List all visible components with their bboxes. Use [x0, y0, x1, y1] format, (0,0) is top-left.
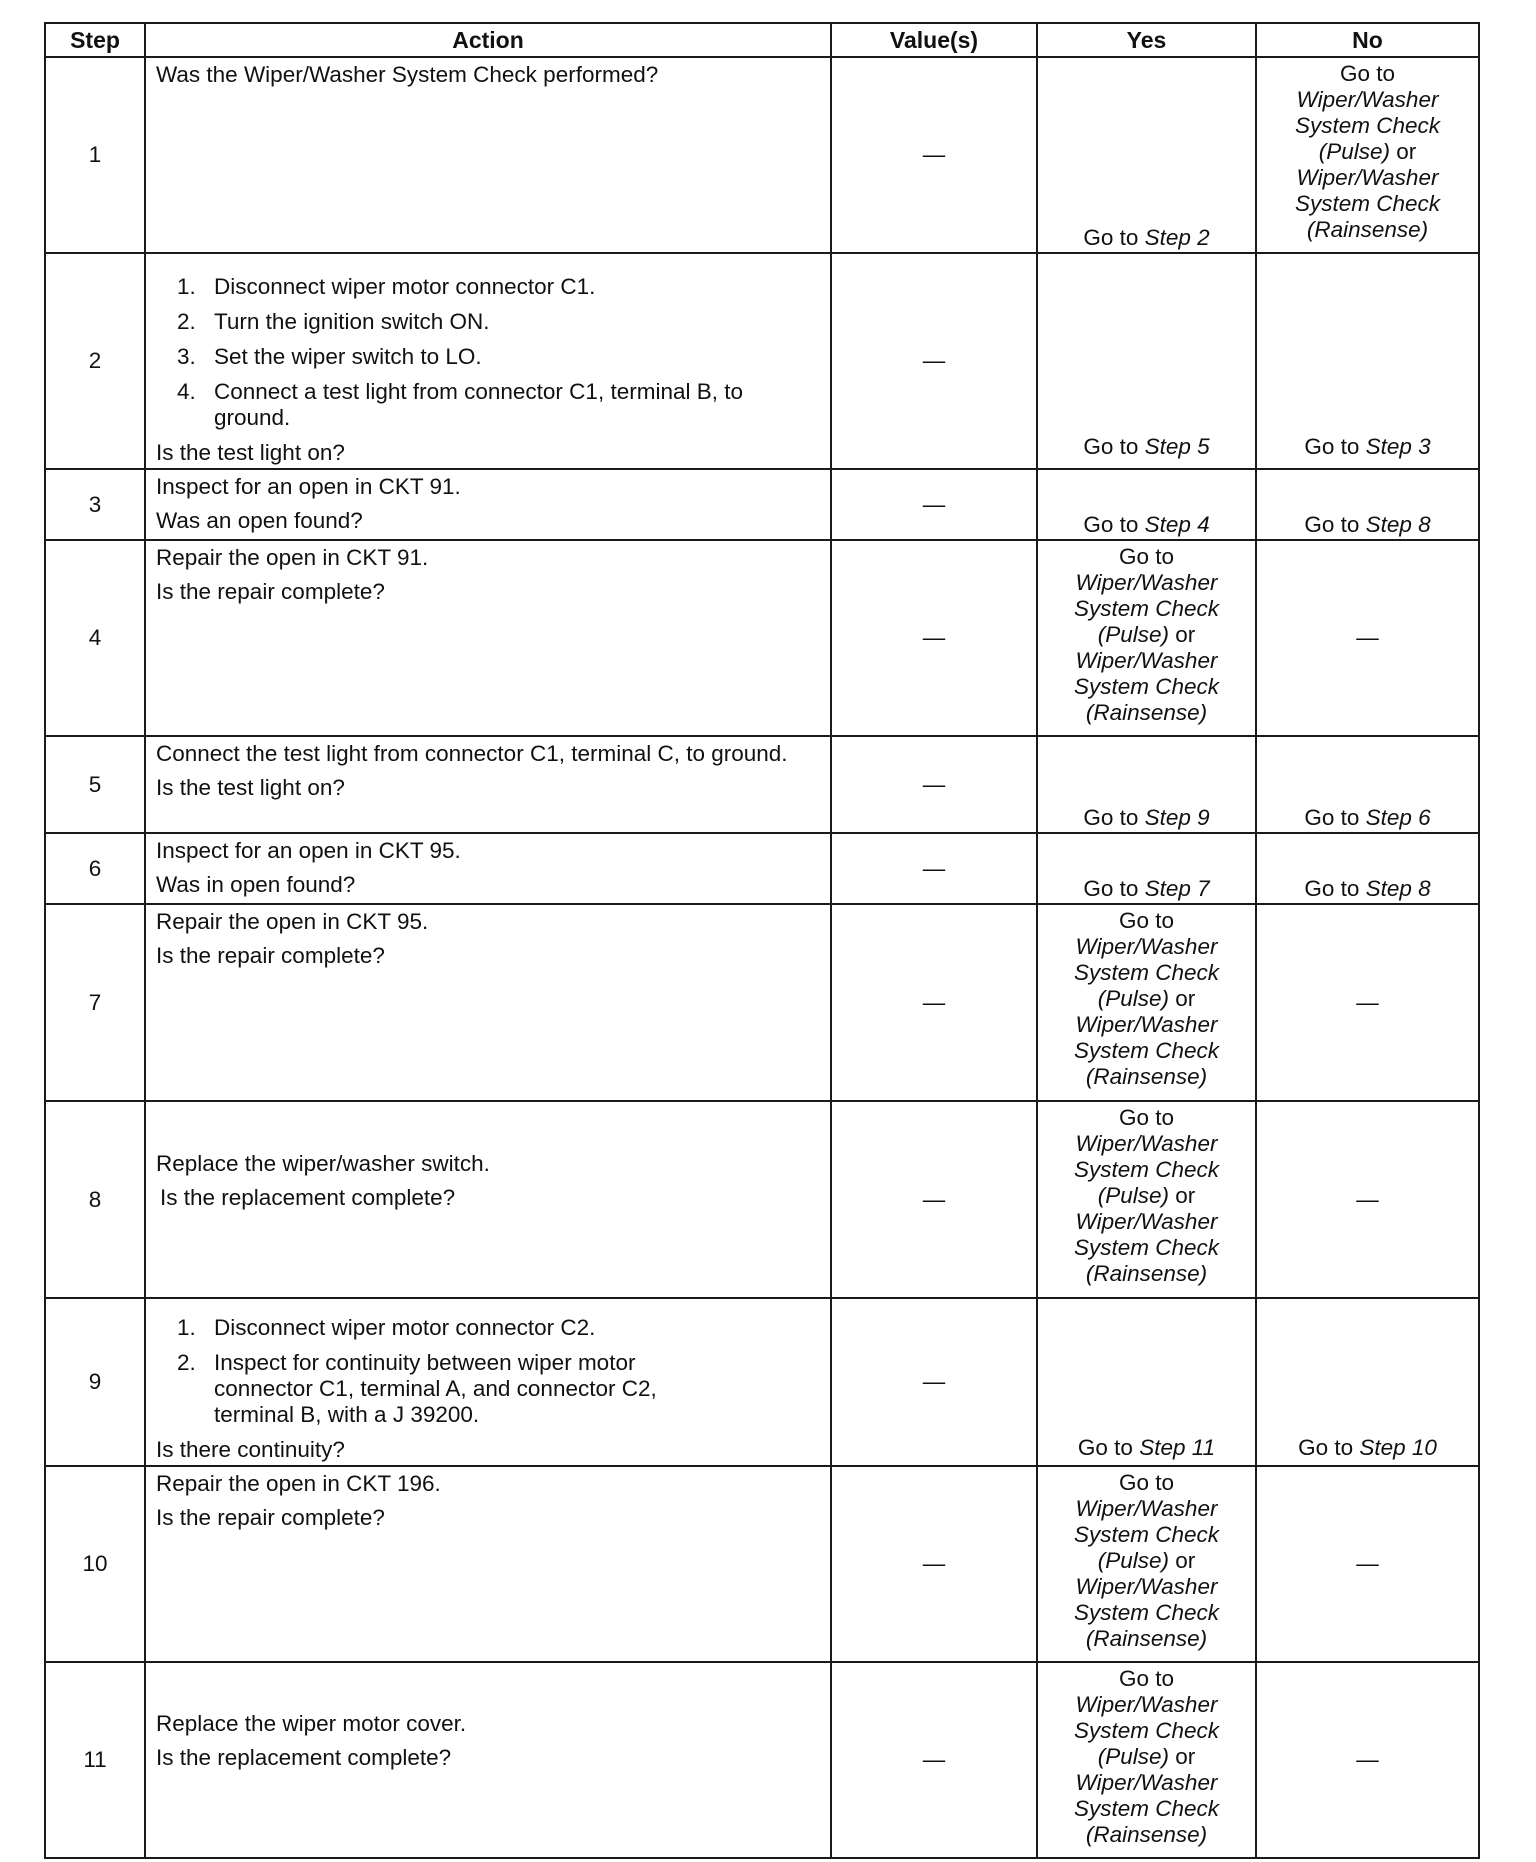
yes-goto: Go to Step 4: [1083, 512, 1210, 537]
step-number: 4: [45, 540, 145, 736]
yes-cell: [1037, 540, 1256, 736]
action-text: Connect the test light from connector C1, terminal C, to ground.: [156, 741, 788, 766]
yes-cell: [1037, 1662, 1256, 1858]
ref-syscheck: System Check: [1073, 596, 1220, 621]
ref-rainsense: (Rainsense): [1085, 1822, 1208, 1847]
table-row-step-10: [45, 1466, 1479, 1662]
ref-wiper: Wiper/Washer: [1075, 1574, 1218, 1599]
value-cell: —: [831, 1466, 1037, 1662]
table-row-step-5: [45, 736, 1479, 833]
header-yes: Yes: [1037, 23, 1256, 57]
ref-wiper: Wiper/Washer: [1075, 1692, 1218, 1717]
ref-wiper: Wiper/Washer: [1296, 165, 1439, 190]
no-cell: —: [1256, 1101, 1479, 1298]
yes-goto-label: Go to: [1118, 908, 1175, 933]
no-cell: —: [1256, 540, 1479, 736]
action-question: Is there continuity?: [156, 1437, 345, 1462]
action-text: Replace the wiper/washer switch.: [156, 1150, 490, 1176]
value-cell: —: [831, 1662, 1037, 1858]
header-action: Action: [145, 23, 831, 57]
value-cell: —: [831, 904, 1037, 1101]
no-goto: Go to Step 10: [1298, 1435, 1437, 1460]
ref-pulse-line: (Pulse) or: [1097, 1183, 1196, 1208]
step-number: 11: [45, 1662, 145, 1858]
no-goto: Go to Step 8: [1304, 876, 1431, 901]
header-no: No: [1256, 23, 1479, 57]
action-item: 4. Connect a test light from connector C1, terminal B, to ground.: [177, 379, 743, 430]
step-number: 2: [45, 253, 145, 469]
action-text: Repair the open in CKT 95.: [156, 909, 429, 934]
table-row-step-4: [45, 540, 1479, 736]
action-question: Is the test light on?: [156, 440, 345, 465]
action-cell: [145, 540, 831, 736]
no-cell: —: [1256, 1466, 1479, 1662]
ref-syscheck: System Check: [1294, 191, 1441, 216]
yes-cell: [1037, 469, 1256, 540]
action-cell: [145, 57, 831, 253]
ref-rainsense: (Rainsense): [1085, 700, 1208, 725]
action-question: Is the test light on?: [156, 775, 345, 800]
ref-wiper: Wiper/Washer: [1075, 934, 1218, 959]
ref-syscheck: System Check: [1073, 1157, 1220, 1182]
ref-syscheck: System Check: [1073, 1718, 1220, 1743]
header-step: Step: [45, 23, 145, 57]
no-cell: [1256, 57, 1479, 253]
action-cell: [145, 1466, 831, 1662]
action-question: Was in open found?: [156, 872, 356, 897]
no-goto-label: Go to: [1339, 61, 1396, 86]
yes-cell: [1037, 904, 1256, 1101]
table-row-step-9: [45, 1298, 1479, 1466]
ref-wiper: Wiper/Washer: [1075, 1012, 1218, 1037]
table-row-step-2: [45, 253, 1479, 469]
table-row-step-8: [45, 1101, 1479, 1298]
table-row-step-1: [45, 57, 1479, 253]
step-number: 9: [45, 1298, 145, 1466]
action-cell: [145, 833, 831, 904]
action-cell: [145, 1101, 831, 1298]
no-cell: [1256, 833, 1479, 904]
action-question: Is the repair complete?: [156, 1505, 385, 1530]
ref-syscheck: System Check: [1073, 674, 1220, 699]
yes-goto-label: Go to: [1118, 1666, 1175, 1691]
ref-wiper: Wiper/Washer: [1075, 1209, 1218, 1234]
no-goto: Go to Step 6: [1304, 805, 1431, 830]
no-cell: [1256, 736, 1479, 833]
yes-goto: Go to Step 9: [1083, 805, 1210, 830]
action-list: [156, 274, 820, 431]
no-cell: —: [1256, 904, 1479, 1101]
no-cell: [1256, 253, 1479, 469]
ref-rainsense: (Rainsense): [1085, 1064, 1208, 1089]
table-row-step-11: [45, 1662, 1479, 1858]
ref-wiper: Wiper/Washer: [1075, 1770, 1218, 1795]
action-item: 2. Inspect for continuity between wiper motor connector C1, terminal A, and connector C2, terminal B, with a J 39200.: [177, 1350, 657, 1427]
ref-pulse-line: (Pulse) or: [1097, 622, 1196, 647]
ref-wiper: Wiper/Washer: [1075, 648, 1218, 673]
ref-rainsense: (Rainsense): [1085, 1626, 1208, 1651]
yes-cell: [1037, 57, 1256, 253]
header-row: [45, 23, 1479, 57]
yes-goto-label: Go to: [1118, 1105, 1175, 1130]
ref-rainsense: (Rainsense): [1306, 217, 1429, 242]
action-cell: [145, 1662, 831, 1858]
yes-goto-label: Go to: [1118, 1470, 1175, 1495]
yes-cell: [1037, 253, 1256, 469]
table-row-step-7: [45, 904, 1479, 1101]
yes-cell: [1037, 736, 1256, 833]
no-cell: —: [1256, 1662, 1479, 1858]
diagnostic-table: [44, 22, 1480, 1859]
action-item: 2. Turn the ignition switch ON.: [177, 309, 490, 334]
action-item: 1. Disconnect wiper motor connector C1.: [177, 274, 596, 299]
action-question: Is the repair complete?: [156, 943, 385, 968]
no-goto: Go to Step 8: [1304, 512, 1431, 537]
value-cell: —: [831, 833, 1037, 904]
action-list: [156, 1315, 820, 1428]
ref-pulse-line: (Pulse) or: [1097, 986, 1196, 1011]
step-number: 10: [45, 1466, 145, 1662]
value-cell: —: [831, 253, 1037, 469]
ref-syscheck: System Check: [1073, 1796, 1220, 1821]
yes-goto: Go to Step 11: [1077, 1435, 1216, 1460]
value-cell: —: [831, 57, 1037, 253]
value-cell: —: [831, 736, 1037, 833]
ref-rainsense: (Rainsense): [1085, 1261, 1208, 1286]
value-cell: —: [831, 1298, 1037, 1466]
step-number: 6: [45, 833, 145, 904]
ref-wiper: Wiper/Washer: [1296, 87, 1439, 112]
no-goto: Go to Step 3: [1304, 434, 1431, 459]
yes-goto-label: Go to: [1118, 544, 1175, 569]
ref-pulse-line: (Pulse) or: [1097, 1548, 1196, 1573]
action-cell: [145, 1298, 831, 1466]
action-text: Was the Wiper/Washer System Check performed?: [156, 62, 659, 87]
yes-goto: Go to Step 5: [1083, 434, 1210, 459]
action-cell: [145, 904, 831, 1101]
yes-goto: Go to Step 7: [1083, 876, 1210, 901]
ref-wiper: Wiper/Washer: [1075, 1496, 1218, 1521]
action-question: Is the replacement complete?: [160, 1184, 456, 1210]
ref-syscheck: System Check: [1073, 1522, 1220, 1547]
action-question: Is the repair complete?: [156, 579, 385, 604]
ref-syscheck: System Check: [1073, 960, 1220, 985]
yes-cell: [1037, 1298, 1256, 1466]
ref-wiper: Wiper/Washer: [1075, 570, 1218, 595]
step-number: 8: [45, 1101, 145, 1298]
value-cell: —: [831, 1101, 1037, 1298]
action-cell: [145, 469, 831, 540]
no-cell: [1256, 1298, 1479, 1466]
ref-pulse-line: (Pulse) or: [1318, 139, 1417, 164]
no-cell: [1256, 469, 1479, 540]
step-number: 5: [45, 736, 145, 833]
action-question: Is the replacement complete?: [156, 1745, 452, 1770]
value-cell: —: [831, 540, 1037, 736]
action-text: Replace the wiper motor cover.: [156, 1711, 467, 1736]
action-question: Was an open found?: [156, 508, 363, 533]
action-text: Repair the open in CKT 91.: [156, 545, 429, 570]
yes-cell: [1037, 833, 1256, 904]
action-text: Inspect for an open in CKT 91.: [156, 474, 461, 499]
ref-syscheck: System Check: [1073, 1235, 1220, 1260]
action-cell: [145, 253, 831, 469]
action-item: 1. Disconnect wiper motor connector C2.: [177, 1315, 596, 1340]
table-row-step-3: [45, 469, 1479, 540]
ref-syscheck: System Check: [1294, 113, 1441, 138]
step-number: 1: [45, 57, 145, 253]
ref-syscheck: System Check: [1073, 1600, 1220, 1625]
yes-cell: [1037, 1466, 1256, 1662]
value-cell: —: [831, 469, 1037, 540]
action-text: Inspect for an open in CKT 95.: [156, 838, 461, 863]
action-item: 3. Set the wiper switch to LO.: [177, 344, 482, 369]
step-number: 7: [45, 904, 145, 1101]
step-number: 3: [45, 469, 145, 540]
ref-wiper: Wiper/Washer: [1075, 1131, 1218, 1156]
yes-goto: Go to Step 2: [1083, 225, 1210, 250]
ref-pulse-line: (Pulse) or: [1097, 1744, 1196, 1769]
action-text: Repair the open in CKT 196.: [156, 1471, 441, 1496]
table-row-step-6: [45, 833, 1479, 904]
ref-syscheck: System Check: [1073, 1038, 1220, 1063]
yes-cell: [1037, 1101, 1256, 1298]
header-values: Value(s): [831, 23, 1037, 57]
action-cell: [145, 736, 831, 833]
